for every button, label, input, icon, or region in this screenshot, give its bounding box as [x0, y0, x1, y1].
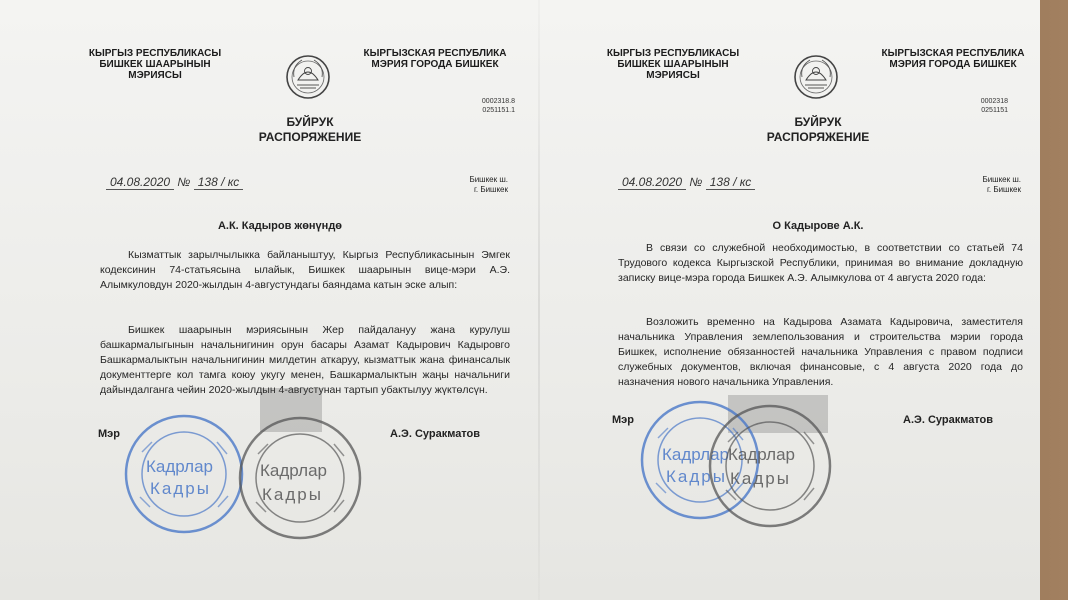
stamp-text-bottom: Кадры — [666, 467, 727, 486]
date-number-line — [618, 175, 755, 190]
order-number: 138 / кс — [194, 175, 244, 190]
hr-stamp-gray — [706, 402, 836, 532]
doctype-russian: РАСПОРЯЖЕНИЕ — [766, 130, 870, 144]
code-line: 0251151 — [981, 107, 1008, 114]
number-sign: № — [177, 175, 191, 189]
doctype-russian: РАСПОРЯЖЕНИЕ — [258, 130, 362, 144]
document-type — [743, 115, 893, 145]
registration-codes — [455, 97, 515, 115]
city-block — [973, 175, 1021, 195]
registration-codes — [958, 97, 1008, 115]
code-line: 0251151.1 — [482, 107, 515, 114]
order-paragraph: Бишкек шаарынын мэриясынын Жер пайдалануу жана курулуш башкармалыгынын начальнигинин орун басары Азамат Кадырович Кадыровго Башкармалыктын начальнигинин милдетин аткаруу, кызматтык жана финансалык документтерге кол тамга коюу укугу менен, Башкармалыктын жаңы начальниги дайындалганга чейин 2020-жылдын 4-августунан тартып убактылуу жүктөлсүн. — [100, 324, 510, 396]
preamble-paragraph: В связи со служебной необходимостью, в соответствии со статьей 74 Трудового кодекса Кыргызской Республики, принимая во внимание докладную записку вице-мэра города Бишкек А.Э. Алымкулова от 4 августа 2020 года: — [618, 242, 1023, 284]
code-line: 0002318.8 — [481, 98, 515, 105]
signer-position: Мэр — [98, 428, 120, 440]
city-block — [460, 175, 508, 195]
city-kyrgyz: Бишкек ш. — [469, 175, 508, 184]
hr-stamp-gray — [236, 414, 366, 544]
number-sign: № — [689, 175, 703, 189]
preamble-paragraph: Кызматтык зарылчылыкка байланыштуу, Кыргыз Республикасынын Эмгек кодексинин 74-статьясына ылайык, Бишкек шаарынын вице-мэри А.Э. Алымкуловдун 2020-жылдын 4-августундагы баяндама катын эске алып: — [100, 249, 510, 291]
doctype-kyrgyz: БУЙРУК — [286, 115, 334, 129]
doctype-kyrgyz: БУЙРУК — [794, 115, 842, 129]
header-kyrgyz: КЫРГЫЗ РЕСПУБЛИКАСЫ БИШКЕК ШААРЫНЫН МЭРИЯСЫ — [88, 48, 222, 81]
stamp-text-top: Кадрлар — [662, 445, 729, 464]
document-type — [235, 115, 385, 145]
hr-stamp-blue — [122, 412, 247, 537]
order-paragraph: Возложить временно на Кадырова Азамата Кадыровича, заместителя начальника Управления землепользования и строительства мэрии города Бишкек, исполнение обязанностей начальника Управления с правом подписи служебных документов, включая финансовые, с 4 августа 2020 года до назначения нового начальника Управления. — [618, 316, 1023, 388]
city-russian: г. Бишкек — [986, 185, 1021, 194]
city-russian: г. Бишкек — [473, 185, 508, 194]
signer-name: А.Э. Суракматов — [390, 428, 481, 440]
header-kyrgyz: КЫРГЫЗ РЕСПУБЛИКАСЫ БИШКЕК ШААРЫНЫН МЭРИЯСЫ — [606, 48, 740, 81]
order-number: 138 / кс — [706, 175, 756, 190]
stamp-text-top: Кадрлар — [260, 461, 327, 480]
stamp-text-top: Кадрлар — [146, 457, 213, 476]
stamp-text-bottom: Кадры — [150, 479, 211, 498]
kyrgyz-state-emblem-icon — [793, 54, 839, 100]
header-russian: КЫРГЫЗСКАЯ РЕСПУБЛИКА МЭРИЯ ГОРОДА БИШКЕК — [363, 48, 507, 70]
date-number-line — [106, 175, 243, 190]
signer-position: Мэр — [612, 414, 634, 426]
code-line: 0002318 — [980, 98, 1008, 105]
signer-name: А.Э. Суракматов — [903, 414, 994, 426]
order-subject: О Кадырове А.К. — [772, 220, 864, 232]
stamp-text-bottom: Кадры — [262, 485, 323, 504]
order-subject: А.К. Кадыров жөнүндө — [217, 220, 343, 232]
city-kyrgyz: Бишкек ш. — [982, 175, 1021, 184]
order-date: 04.08.2020 — [106, 175, 174, 190]
stamp-text-bottom: Кадры — [730, 469, 791, 488]
header-russian: КЫРГЫЗСКАЯ РЕСПУБЛИКА МЭРИЯ ГОРОДА БИШКЕК — [881, 48, 1025, 70]
order-date: 04.08.2020 — [618, 175, 686, 190]
kyrgyz-state-emblem-icon — [285, 54, 331, 100]
stamp-text-top: Кадрлар — [728, 445, 795, 464]
